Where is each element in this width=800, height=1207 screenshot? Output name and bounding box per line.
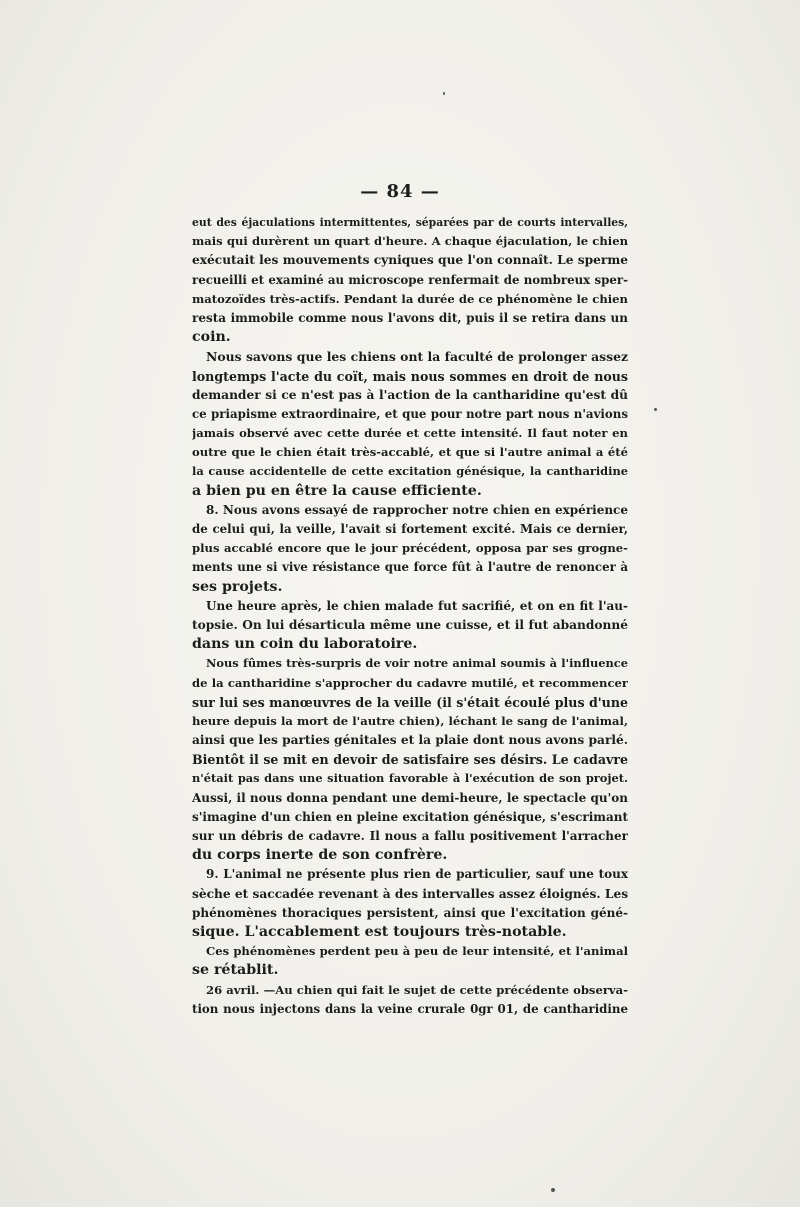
text-line: sur un débris de cadavre. Il nous a fallu positivement l'arracher bbox=[192, 829, 628, 843]
text-line: outre que le chien était très-accablé, et que si l'autre animal a été bbox=[192, 445, 628, 460]
text-line: matozoïdes très-actifs. Pendant la durée de ce phénomène le chien bbox=[192, 291, 628, 306]
body-text bbox=[192, 213, 628, 1019]
text-line: longtemps l'acte du coït, mais nous sommes en droit de nous bbox=[192, 368, 628, 384]
text-line: de la cantharidine s'approcher du cadavre mutilé, et recommencer bbox=[192, 675, 628, 690]
text-line: Une heure après, le chien malade fut sacrifié, et on en fit l'au- bbox=[206, 598, 628, 613]
text-line: topsie. On lui désarticula même une cuisse, et il fut abandonné bbox=[192, 617, 628, 632]
text-line: demander si ce n'est pas à l'action de la cantharidine qu'est dû bbox=[192, 387, 628, 402]
text-line: jamais observé avec cette durée et cette intensité. Il faut noter en bbox=[192, 426, 628, 441]
text-line: ce priapisme extraordinaire, et que pour notre part nous n'avions bbox=[192, 406, 628, 421]
text-line: 26 avril. —Au chien qui fait le sujet de cette précédente observa- bbox=[206, 982, 628, 997]
text-line: s'imagine d'un chien en pleine excitation génésique, s'escrimant bbox=[192, 809, 628, 824]
text-line: heure depuis la mort de l'autre chien), léchant le sang de l'animal, bbox=[192, 713, 628, 728]
text-line: resta immobile comme nous l'avons dit, puis il se retira dans un bbox=[192, 310, 628, 325]
text-line: ments une si vive résistance que force fût à l'autre de renoncer à bbox=[192, 560, 628, 575]
text-line: Bientôt il se mit en devoir de satisfaire ses désirs. Le cadavre bbox=[192, 752, 628, 768]
text-line: a bien pu en être la cause efficiente. bbox=[192, 482, 482, 499]
text-line: Ces phénomènes perdent peu à peu de leur intensité, et l'animal bbox=[206, 944, 628, 959]
text-line: coin. bbox=[192, 329, 231, 346]
text-line: exécutait les mouvements cyniques que l'on connaît. Le sperme bbox=[192, 253, 628, 268]
text-line: Nous fûmes très-surpris de voir notre animal soumis à l'influence bbox=[206, 656, 628, 671]
text-line: se rétablit. bbox=[192, 962, 279, 979]
page-number: — 84 — bbox=[360, 181, 440, 202]
paper-speck bbox=[443, 92, 445, 95]
text-line: mais qui durèrent un quart d'heure. A chaque éjaculation, le chien bbox=[192, 234, 628, 249]
text-line: recueilli et examiné au microscope renfermait de nombreux sper- bbox=[192, 272, 628, 287]
text-line: phénomènes thoraciques persistent, ainsi que l'excitation géné- bbox=[192, 905, 628, 920]
text-line: ses projets. bbox=[192, 578, 283, 595]
text-line: n'était pas dans une situation favorable à l'exécution de son projet. bbox=[192, 771, 628, 786]
text-line: tion nous injectons dans la veine crurale 0gr 01, de cantharidine bbox=[192, 1001, 628, 1016]
text-line: eut des éjaculations intermittentes, séparées par de courts intervalles, bbox=[192, 216, 628, 229]
text-line: la cause accidentelle de cette excitation génésique, la cantharidine bbox=[192, 464, 628, 479]
text-line: Nous savons que les chiens ont la faculté de prolonger assez bbox=[206, 349, 628, 365]
text-line: sur lui ses manœuvres de la veille (il s'était écoulé plus d'une bbox=[192, 694, 628, 710]
text-line: du corps inerte de son confrère. bbox=[192, 847, 448, 864]
text-line: de celui qui, la veille, l'avait si fortement excité. Mais ce dernier, bbox=[192, 522, 628, 536]
text-line: 9. L'animal ne présente plus rien de particulier, sauf une toux bbox=[206, 867, 628, 882]
text-line: sèche et saccadée revenant à des intervalles assez éloignés. Les bbox=[192, 886, 628, 901]
text-line: plus accablé encore que le jour précédent, opposa par ses grogne- bbox=[192, 541, 628, 556]
text-line: dans un coin du laboratoire. bbox=[192, 636, 418, 653]
paper-speck bbox=[551, 1188, 555, 1192]
text-line: Aussi, il nous donna pendant une demi-heure, le spectacle qu'on bbox=[192, 790, 628, 805]
text-line: 8. Nous avons essayé de rapprocher notre chien en expérience bbox=[206, 502, 628, 517]
text-line: ainsi que les parties génitales et la plaie dont nous avons parlé. bbox=[192, 733, 628, 748]
paper-speck bbox=[654, 408, 657, 411]
text-line: sique. L'accablement est toujours très-notable. bbox=[192, 923, 567, 940]
